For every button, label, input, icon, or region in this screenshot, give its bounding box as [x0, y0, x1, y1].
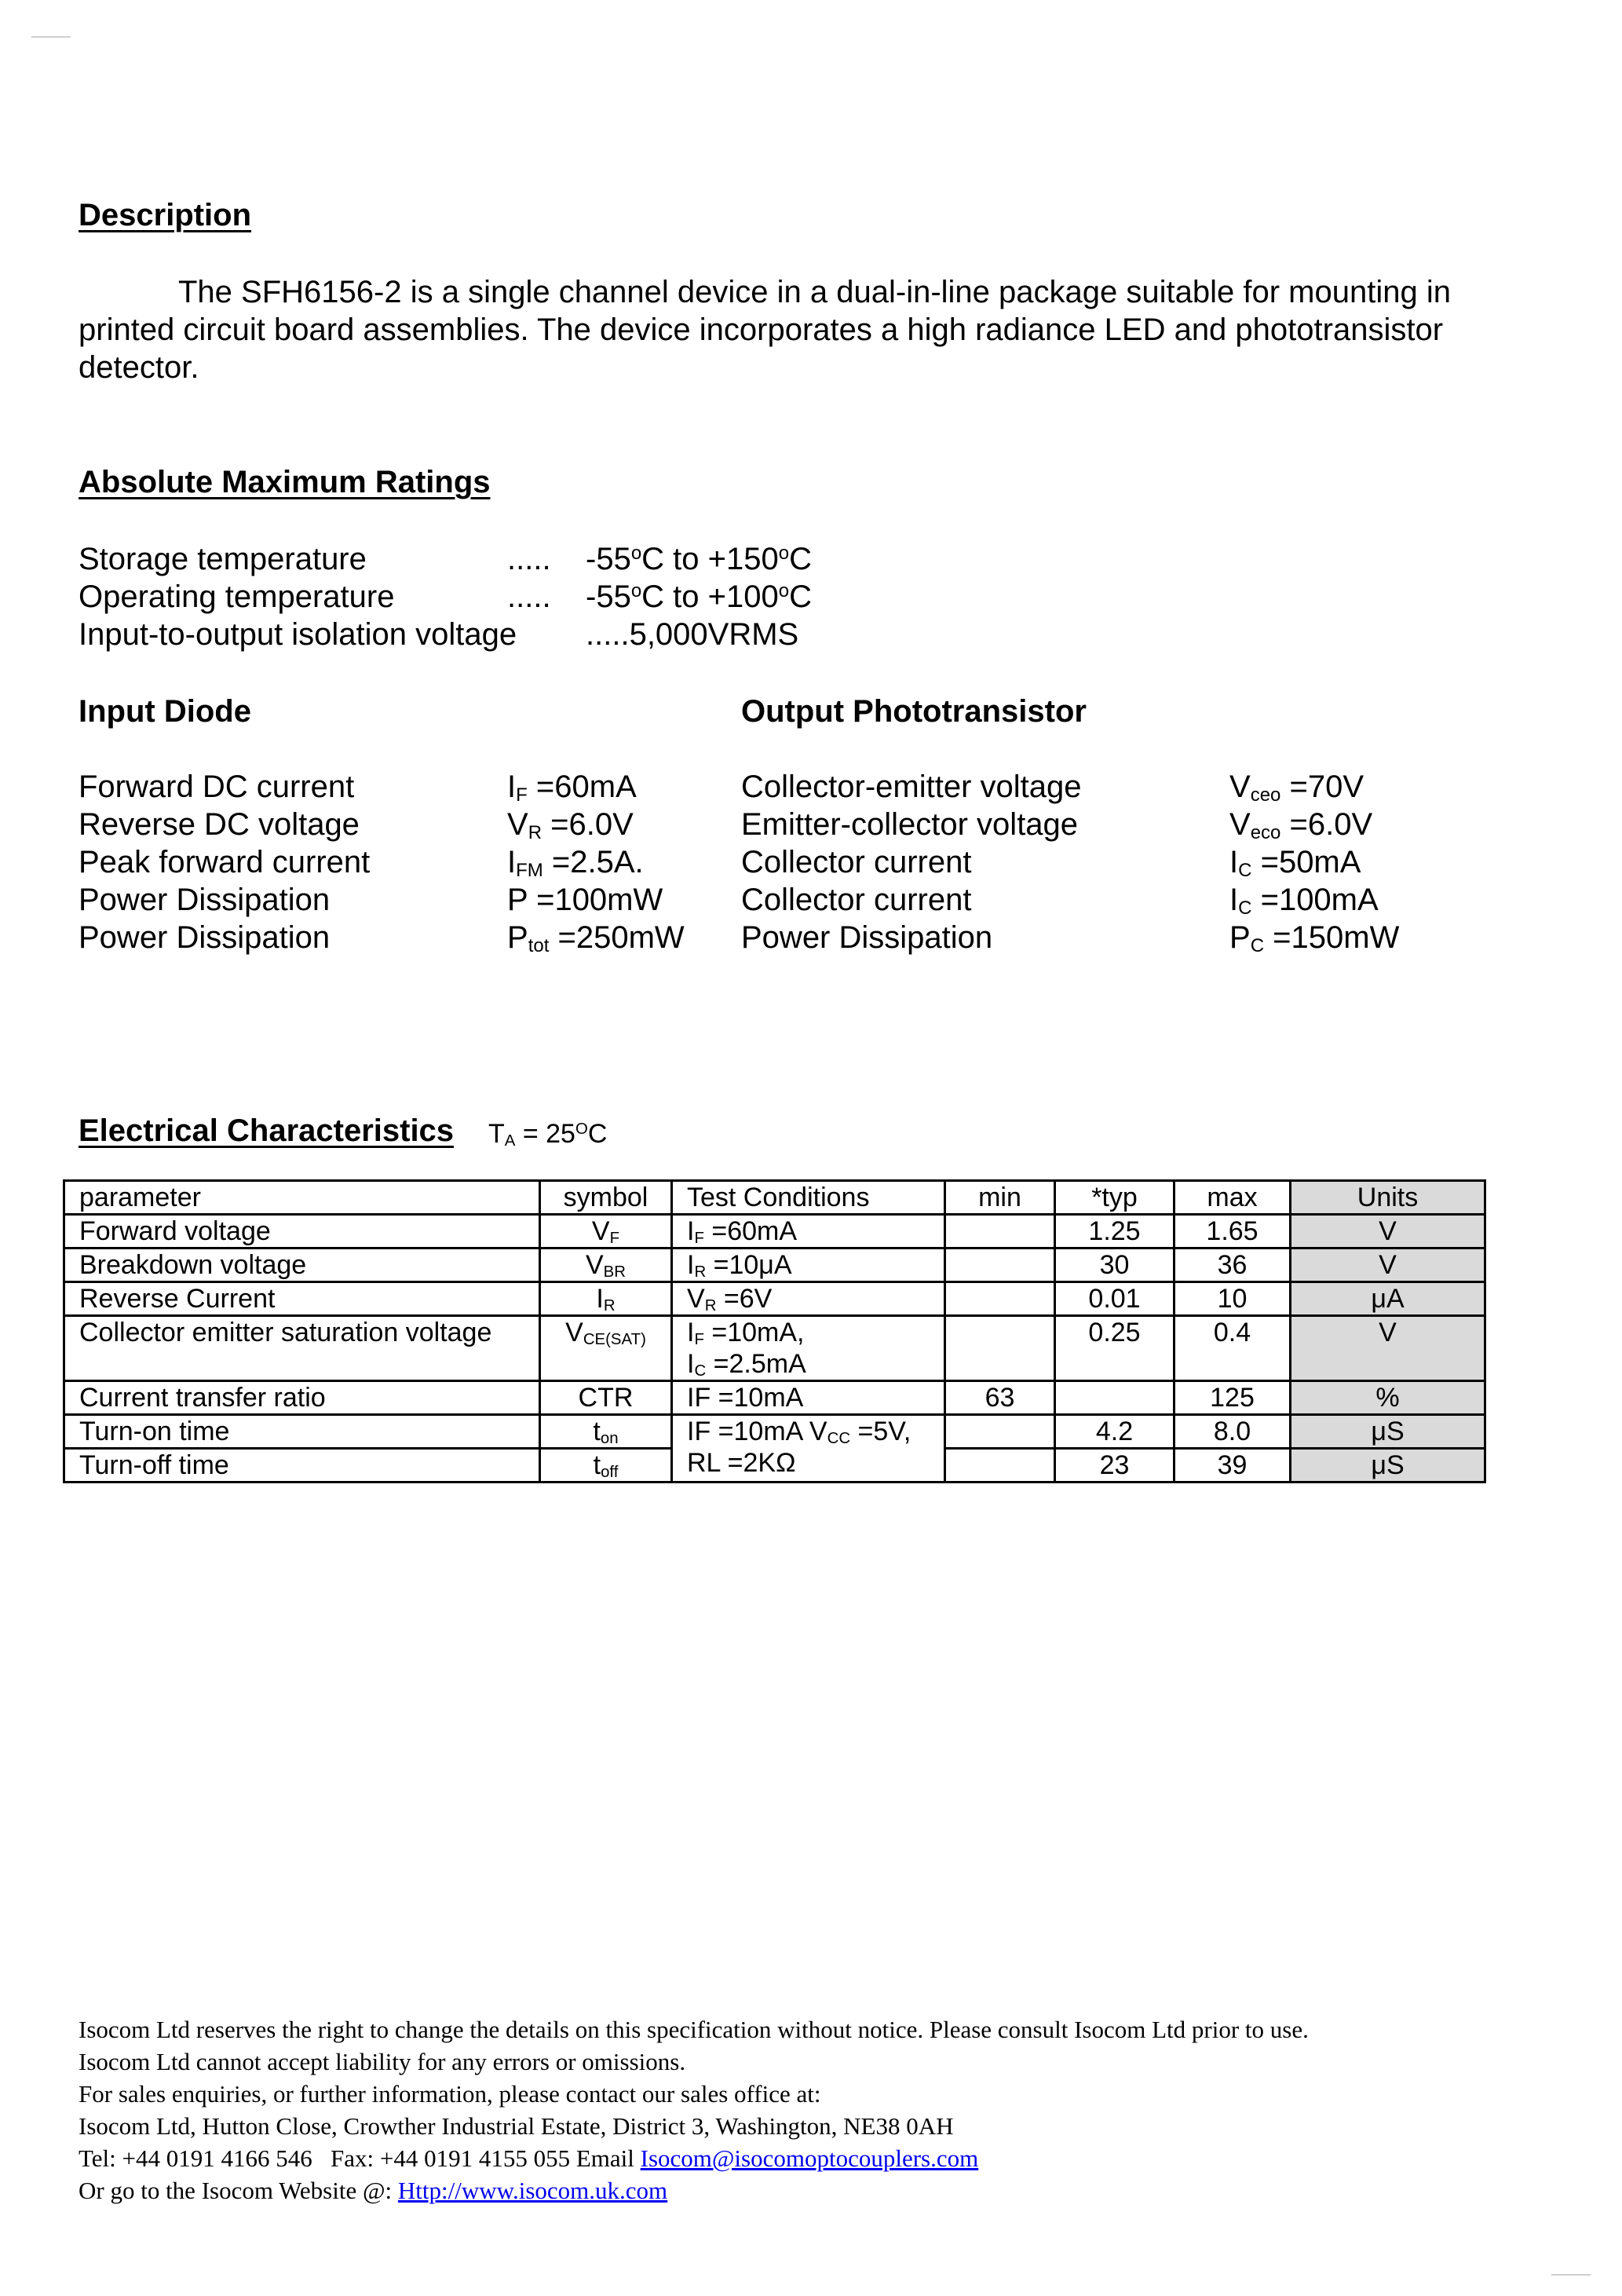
symbol-cell: $V_F$ — [540, 1215, 672, 1249]
footer-line: For sales enquiries, or further information, please contact our sales office at: — [79, 2080, 821, 2108]
min-cell — [945, 1415, 1055, 1449]
parameter-cell: Current transfer ratio — [64, 1381, 540, 1415]
amr-heading: Absolute Maximum Ratings — [79, 465, 491, 499]
min-cell — [945, 1249, 1055, 1282]
amr-isolation-label: Input-to-output isolation voltage — [79, 617, 517, 652]
email-link[interactable]: Isocom@isocomoptocouplers.com — [640, 2144, 979, 2172]
amr-isolation-value: .....5,000VRMS — [586, 617, 799, 652]
input-diode-label: Peak forward current — [79, 845, 371, 879]
min-cell — [945, 1449, 1055, 1483]
amr-operating-value: -55$^o$C to $+100^oC$ — [586, 579, 812, 614]
conditions-cell: $I_R =10\mu A$ — [672, 1249, 945, 1282]
description-line: printed circuit board assemblies. The device incorporates a high radiance LED and phototransistor — [79, 313, 1444, 347]
output-value: $V_{eco} =6.0V$ — [1229, 807, 1373, 843]
output-label: Collector current — [741, 845, 972, 879]
input-diode-value: $I_{FM} =2.5A$. — [507, 845, 644, 881]
parameter-cell: Breakdown voltage — [64, 1249, 540, 1282]
footer-line: Isocom Ltd, Hutton Close, Crowther Industrial Estate, District 3, Washington, NE38 0AH — [79, 2112, 954, 2140]
header-cell: max — [1174, 1181, 1291, 1215]
conditions-cell — [672, 1316, 945, 1381]
description-line: The SFH6156-2 is a single channel device in a dual-in-line package suitable for mounting in — [178, 275, 1451, 309]
max-cell: 0.4 — [1174, 1316, 1291, 1381]
parameter-cell: Collector emitter saturation voltage — [64, 1316, 540, 1381]
typ-cell: 23 — [1055, 1449, 1174, 1483]
conditions-cell: IF =10mA — [672, 1381, 945, 1415]
table-row — [64, 1215, 1485, 1249]
footer-line: Isocom Ltd reserves the right to change the details on this specification without notice. Please consult Isocom Ltd prior to use. — [79, 2016, 1309, 2043]
units-cell: V — [1291, 1249, 1485, 1282]
max-cell: 8.0 — [1174, 1415, 1291, 1449]
min-cell — [945, 1282, 1055, 1316]
description-heading: Description — [79, 198, 252, 232]
units-cell: μS — [1291, 1449, 1485, 1483]
max-cell: 39 — [1174, 1449, 1291, 1483]
footer-line: Isocom Ltd cannot accept liability for any errors or omissions. — [79, 2048, 686, 2075]
min-cell — [945, 1215, 1055, 1249]
parameter-cell: Turn-on time — [64, 1415, 540, 1449]
max-cell: 125 — [1174, 1381, 1291, 1415]
symbol-cell: $t_{on}$ — [540, 1415, 672, 1449]
input-diode-label: Power Dissipation — [79, 920, 331, 955]
output-value: $I_C =100mA$ — [1229, 883, 1379, 919]
conditions-cell: $I_F =60mA$ — [672, 1215, 945, 1249]
header-cell: min — [945, 1181, 1055, 1215]
electrical-condition: $T_A = 25^OC$ — [488, 1119, 608, 1150]
parameter-cell: Forward voltage — [64, 1215, 540, 1249]
input-diode-label: Power Dissipation — [79, 883, 331, 917]
max-cell: 1.65 — [1174, 1215, 1291, 1249]
header-cell: Units — [1291, 1181, 1485, 1215]
parameter-cell: Turn-off time — [64, 1449, 540, 1483]
units-cell: μA — [1291, 1282, 1485, 1316]
amr-operating-label: Operating temperature — [79, 579, 395, 614]
typ-cell: 0.25 — [1055, 1316, 1174, 1381]
input-diode-label: Forward DC current — [79, 770, 355, 804]
conditions-cell — [672, 1415, 945, 1483]
header-cell: Test Conditions — [672, 1181, 945, 1215]
table-row — [64, 1415, 1485, 1449]
condition-line: $I_C =2.5mA$ — [687, 1349, 806, 1380]
website-link[interactable]: Http://www.isocom.uk.com — [397, 2177, 668, 2204]
condition-line: $I_F =10mA$, — [687, 1318, 805, 1349]
units-cell: % — [1291, 1381, 1485, 1415]
header-cell: symbol — [540, 1181, 672, 1215]
max-cell: 10 — [1174, 1282, 1291, 1316]
typ-cell: 0.01 — [1055, 1282, 1174, 1316]
input-diode-value: $P_{tot} =250mW$ — [507, 920, 685, 956]
output-label: Collector current — [741, 883, 972, 917]
input-diode-value: $I_F =60mA$ — [507, 770, 637, 806]
footer — [79, 2013, 1309, 2206]
units-cell: V — [1291, 1316, 1485, 1381]
symbol-cell: $t_{off}$ — [540, 1449, 672, 1483]
output-value: $P_C =150mW$ — [1229, 920, 1400, 956]
corner-mark-bottom-right — [1551, 2274, 1591, 2276]
condition-line: RL =2KΩ — [687, 1448, 796, 1478]
footer-website-line: Or go to the Isocom Website @: Http://www.isocom.uk.com — [79, 2177, 668, 2204]
units-cell: V — [1291, 1215, 1485, 1249]
input-diode-value: P =100mW — [507, 883, 663, 917]
parameter-cell: Reverse Current — [64, 1282, 540, 1316]
symbol-cell: $V_{CE(SAT)}$ — [540, 1316, 672, 1381]
input-diode-value: $V_R =6.0V$ — [507, 807, 634, 843]
description-line: detector. — [79, 350, 199, 385]
output-phototransistor-heading: Output Phototransistor — [741, 694, 1087, 729]
typ-cell: 30 — [1055, 1249, 1174, 1282]
symbol-cell: $I_R$ — [540, 1282, 672, 1316]
input-diode-heading: Input Diode — [79, 694, 251, 729]
symbol-cell: $V_{BR}$ — [540, 1249, 672, 1282]
amr-operating-dots: ..... — [507, 579, 551, 614]
table-row — [64, 1381, 1485, 1415]
amr-storage-value: -55$^o$C to $+150^oC$ — [586, 542, 812, 576]
units-cell: μS — [1291, 1415, 1485, 1449]
output-label: Power Dissipation — [741, 920, 993, 955]
table-row — [64, 1249, 1485, 1282]
table-row — [64, 1316, 1485, 1381]
output-value: $I_C =50mA$ — [1229, 845, 1361, 881]
footer-contact-line: Tel: +44 0191 4166 546 Fax: +44 0191 4155 055 Email Isocom@isocomoptocouplers.com — [79, 2144, 979, 2172]
corner-mark-top-left — [31, 36, 71, 38]
electrical-heading: Electrical Characteristics — [79, 1113, 455, 1148]
amr-storage-label: Storage temperature — [79, 542, 367, 576]
typ-cell: 1.25 — [1055, 1215, 1174, 1249]
conditions-cell: $V_R =6V$ — [672, 1282, 945, 1316]
amr-storage-dots: ..... — [507, 542, 551, 576]
condition-line: IF =10mA $V_{CC} =5V$, — [687, 1417, 911, 1448]
table-row — [64, 1282, 1485, 1316]
typ-cell — [1055, 1381, 1174, 1415]
header-cell: *typ — [1055, 1181, 1174, 1215]
max-cell: 36 — [1174, 1249, 1291, 1282]
symbol-cell: CTR — [540, 1381, 672, 1415]
output-label: Emitter-collector voltage — [741, 807, 1079, 842]
description-text — [79, 273, 1570, 386]
electrical-table — [63, 1179, 1486, 1483]
header-cell: parameter — [64, 1181, 540, 1215]
min-cell: 63 — [945, 1381, 1055, 1415]
min-cell — [945, 1316, 1055, 1381]
typ-cell: 4.2 — [1055, 1415, 1174, 1449]
output-value: $V_{ceo} =70V$ — [1229, 770, 1364, 806]
output-label: Collector-emitter voltage — [741, 770, 1082, 804]
input-diode-label: Reverse DC voltage — [79, 807, 360, 842]
table-header-row — [64, 1181, 1485, 1215]
